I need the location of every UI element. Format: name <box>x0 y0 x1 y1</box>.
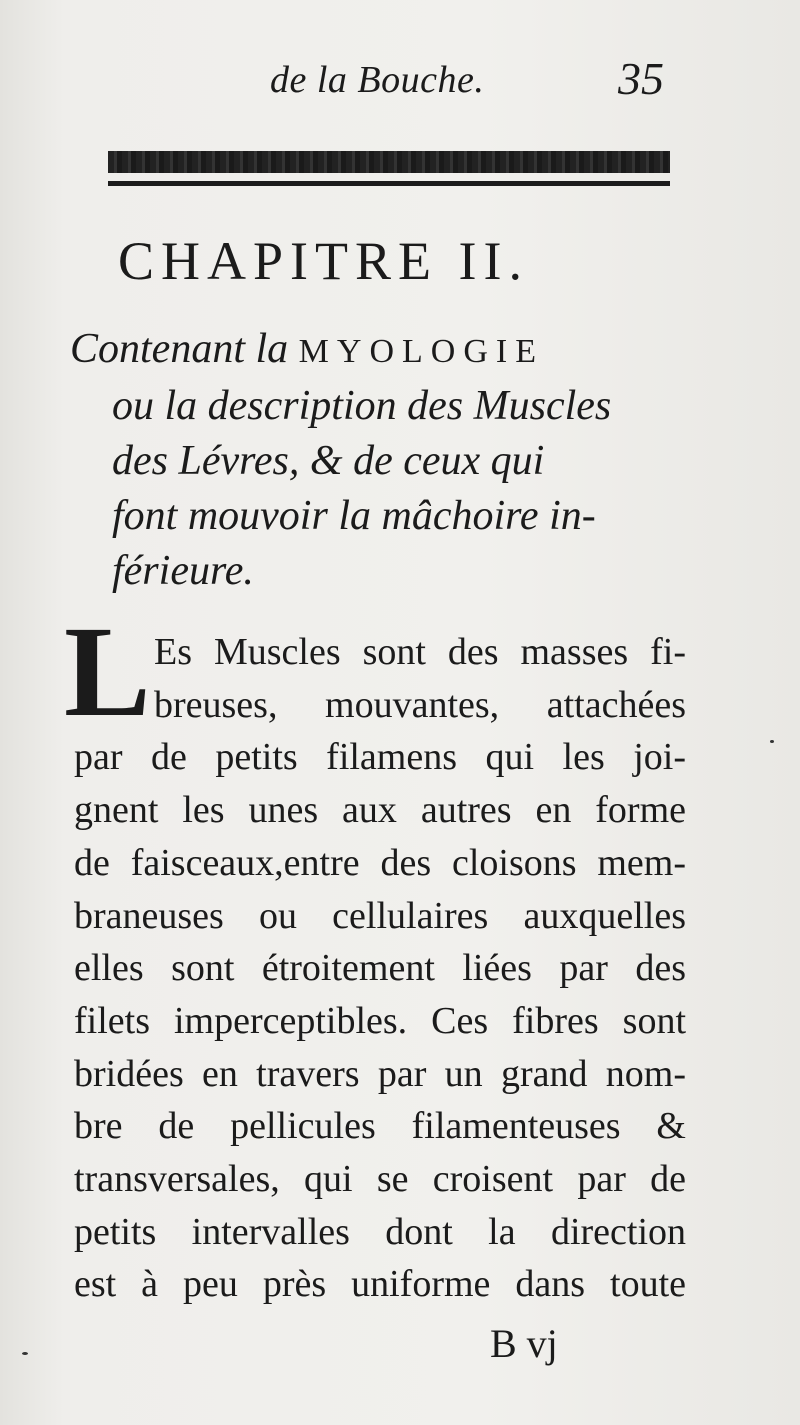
text-line: transversales, qui se croisent par de <box>74 1158 686 1201</box>
page-number: 35 <box>618 53 664 104</box>
running-head: de la Bouche. <box>270 59 485 101</box>
text-line: breuses, mouvantes, attachées <box>154 683 686 726</box>
text-line: gnent les unes aux autres en forme <box>74 789 686 832</box>
text-line: filets imperceptibles. Ces fibres sont <box>74 999 686 1042</box>
page-header <box>0 52 800 112</box>
text-line: elles sont étroitement liées par des <box>74 947 686 990</box>
summary-line <box>70 322 690 379</box>
divider-rule <box>108 181 670 186</box>
text-line: de faisceaux,entre des cloisons mem- <box>74 841 686 884</box>
ink-speck <box>22 1352 28 1355</box>
ink-speck <box>770 740 774 743</box>
chapter-title: CHAPITRE II. <box>118 231 529 291</box>
summary-line: font mouvoir la mâchoire in- <box>112 493 596 539</box>
text-line: braneuses ou cellulaires auxquelles <box>74 894 686 937</box>
chapter-summary <box>70 322 690 599</box>
summary-line: férieure. <box>112 548 254 594</box>
summary-line: des Lévres, & de ceux qui <box>112 438 545 484</box>
text-line: bridées en travers par un grand nom- <box>74 1052 686 1095</box>
text-line: bre de pellicules filamenteuses & <box>74 1105 686 1148</box>
summary-text: Contenant la <box>70 326 289 372</box>
body-paragraph <box>74 626 686 1311</box>
ornamental-rule <box>108 151 670 173</box>
summary-line: ou la description des Muscles <box>112 383 612 429</box>
text-line: Es Muscles sont des masses fi- <box>154 631 686 673</box>
text-line: par de petits filamens qui les joi- <box>74 736 686 779</box>
text-line: petits intervalles dont la direction <box>74 1210 686 1253</box>
drop-cap: L <box>64 600 151 744</box>
summary-myologie: MYOLOGIE <box>298 333 544 370</box>
catchword: B vj <box>490 1321 558 1366</box>
text-line: est à peu près uniforme dans toute <box>74 1263 686 1306</box>
